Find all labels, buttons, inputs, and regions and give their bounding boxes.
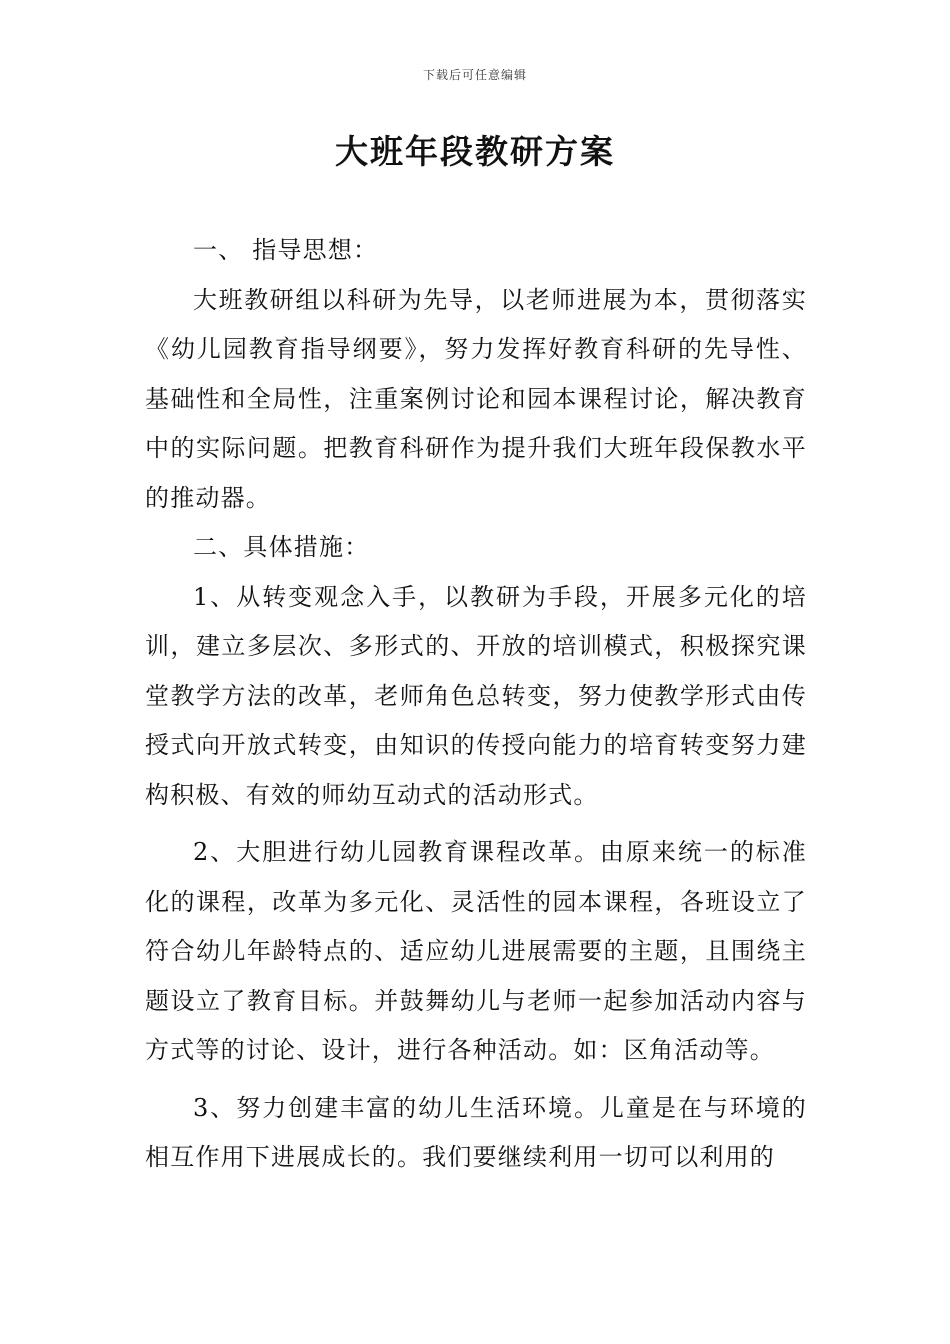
paragraph-guiding-thought: 大班教研组以科研为先导，以老师进展为本，贯彻落实《幼儿园教育指导纲要》，努力发挥好教育科研的先导性、基础性和全局性，注重案例讨论和园本课程讨论，解决教育中的实际问题。把教育科研作为提升我们大班年段保教水平的推动器。 [145, 285, 807, 512]
paragraph-measure-2: 2、大胆进行幼儿园教育课程改革。由原来统一的标准化的课程，改革为多元化、灵活性的园本课程，各班设立了符合幼儿年龄特点的、适应幼儿进展需要的主题，且围绕主题设立了教育目标。并鼓舞幼儿与老师一起参加活动内容与方式等的讨论、设计，进行各种活动。如：区角活动等。 [145, 838, 807, 1064]
section-heading-guiding-thought: 一、 指导思想： [193, 236, 379, 264]
paragraph-measure-1: 1、从转变观念入手，以教研为手段，开展多元化的培训，建立多层次、多形式的、开放的培训模式，积极探究课堂教学方法的改革，老师角色总转变，努力使教学形式由传授式向开放式转变，由知识的传授向能力的培育转变努力建构积极、有效的师幼互动式的活动形式。 [145, 582, 807, 809]
section-heading-measures: 二、具体措施： [193, 533, 370, 561]
header-note: 下载后可任意编辑 [422, 68, 527, 82]
paragraph-measure-3: 3、努力创建丰富的幼儿生活环境。儿童是在与环境的相互作用下进展成长的。我们要继续利用一切可以利用的 [145, 1093, 807, 1171]
document-body [145, 226, 807, 1183]
document-title: 大班年段教研方案 [335, 132, 615, 171]
